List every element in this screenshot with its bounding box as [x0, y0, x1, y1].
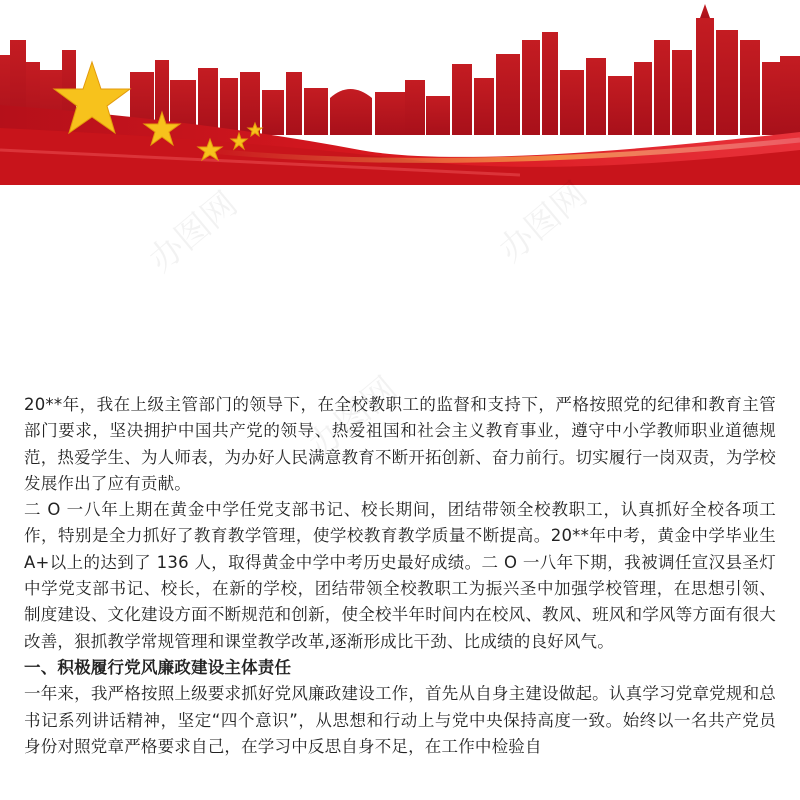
watermark: 办图网 [491, 174, 596, 271]
paragraph: 二 O 一八年上期在黄金中学任党支部书记、校长期间，团结带领全校教职工，认真抓好全校各项工作，特别是全力抓好了教育教学管理，使学校教育教学质量不断提高。20**年中考，黄金中学毕业生 A+以上的达到了 136 人，取得黄金中学中考历史最好成绩。二 O 一八年下期，我被调任宣汉县圣灯中学党支部书记、校长，在新的学校，团结带领全校教职工为振兴圣中加强学校管理，在思想引领、 制度建设、文化建设方面不断规范和创新，使全校半年时间内在校风、教风、班风和学风等方面有很大改善，狠抓教学常规管理和课堂教学改革,逐渐形成比干劲、比成绩的良好风气。 [24, 500, 776, 651]
watermark: 办图网 [301, 369, 406, 466]
document-body [24, 392, 776, 760]
paragraph: 20**年，我在上级主管部门的领导下，在全校教职工的监督和支持下，严格按照党的纪律和教育主管部门要求，坚决拥护中国共产党的领导、热爱祖国和社会主义教育事业，遵守中小学教师职业道德规范，热爱学生、为人师表，为办好人民满意教育不断开拓创新、奋力前行。切实履行一岗双责，为学校发展作出了应有贡献。 [24, 395, 776, 493]
banner-illustration [0, 0, 800, 185]
header-banner [0, 0, 800, 185]
section-heading: 一、积极履行党风廉政建设主体责任 [24, 657, 292, 677]
paragraph: 一年来，我严格按照上级要求抓好党风廉政建设工作，首先从自身主建设做起。认真学习党章党规和总书记系列讲话精神，坚定“四个意识”，从思想和行动上与党中央保持高度一致。始终以一名共产党员身份对照党章严格要求自己，在学习中反思自身不足，在工作中检验自 [24, 684, 776, 756]
city-skyline [0, 4, 800, 135]
watermark: 办图网 [141, 184, 246, 281]
